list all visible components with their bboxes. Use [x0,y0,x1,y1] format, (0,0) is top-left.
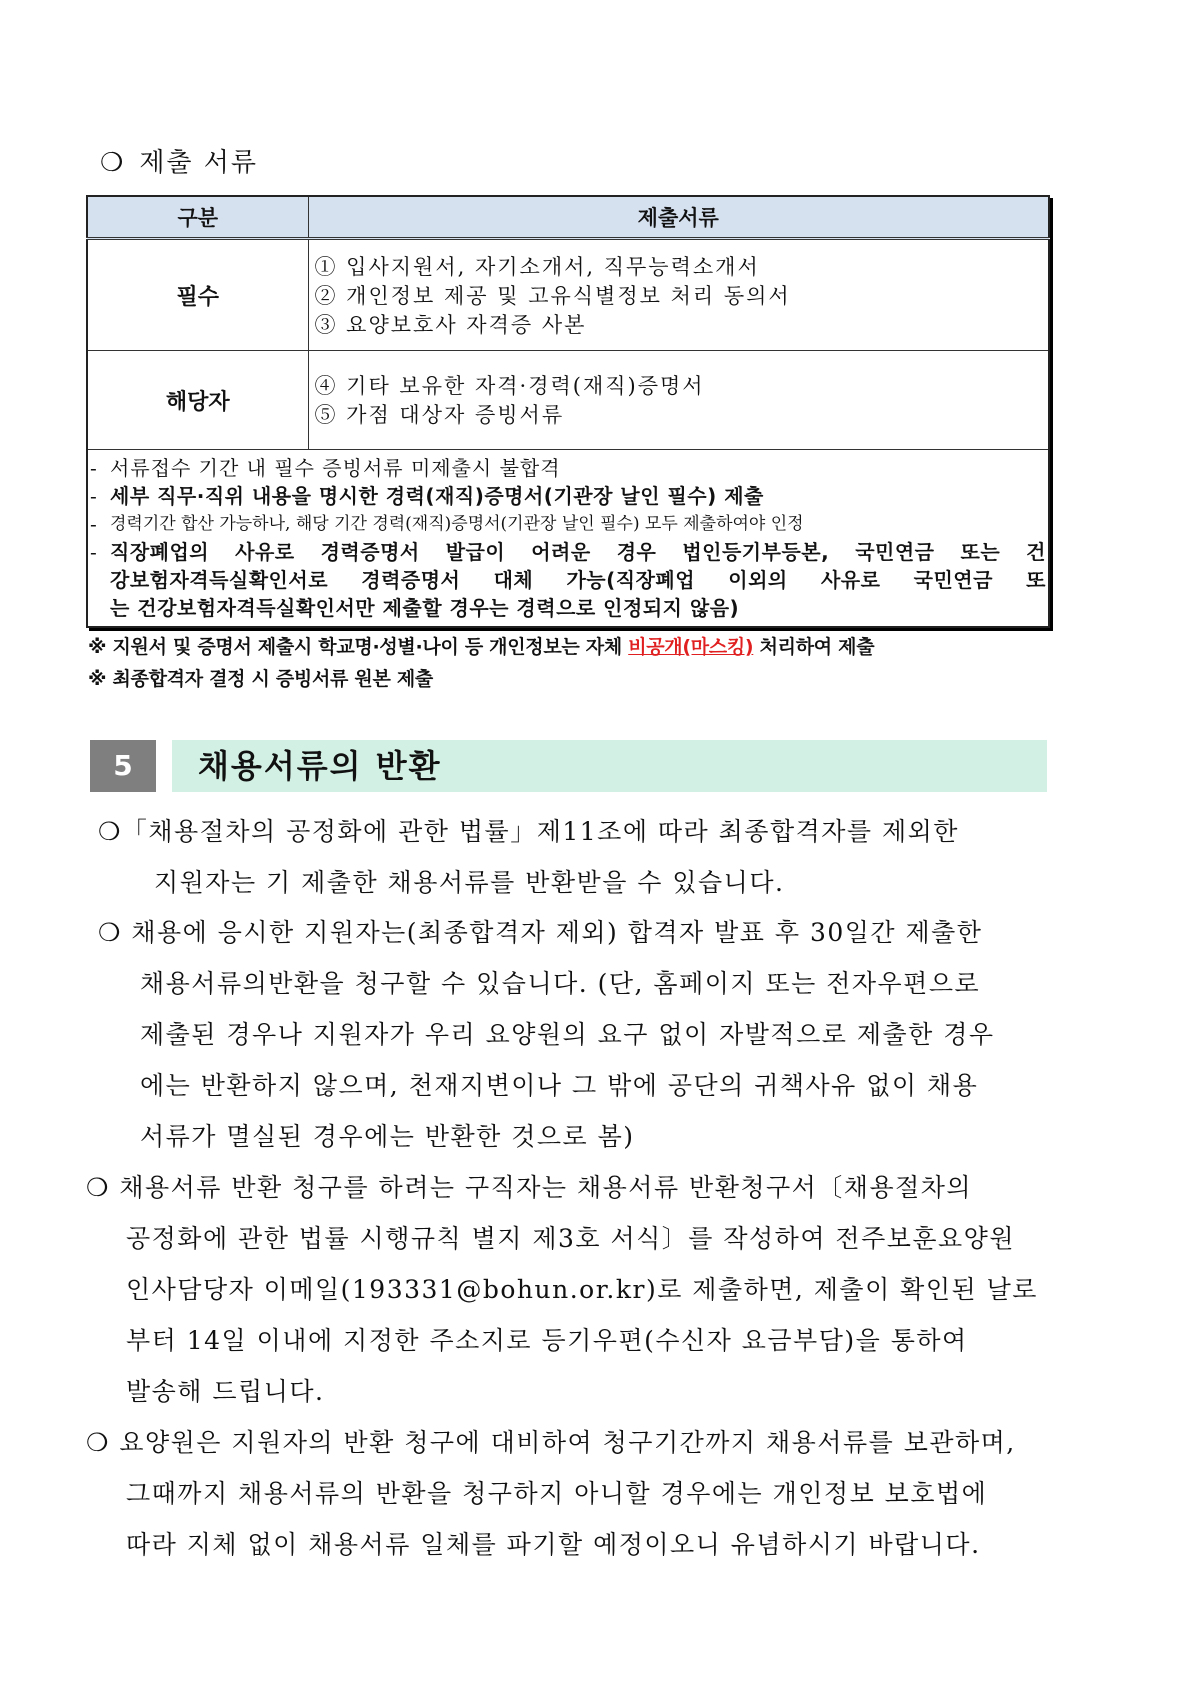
original-documents-notice: ※ 최종합격자 결정 시 증빙서류 원본 제출 [88,668,433,690]
section-number: 5 [90,740,156,792]
header-documents: 제출서류 [308,196,1049,239]
note-line: 강보험자격득실확인서로 경력증명서 대체 가능(직장폐업 이외의 사유로 국민연금 또 [110,568,1046,592]
category-applicable: 해당자 [87,351,308,450]
masking-notice: ※ 지원서 및 증명서 제출시 학교명·성별·나이 등 개인정보는 자체 비공개(마스킹) 처리하여 제출 [88,636,875,658]
document-item: ④ 기타 보유한 자격·경력(재직)증명서 [314,374,705,398]
document-item: ③ 요양보호사 자격증 사본 [314,312,587,337]
document-item: ② 개인정보 제공 및 고유식별정보 처리 동의서 [314,283,791,308]
section-title: 채용서류의 반환 [172,740,1047,792]
required-documents-list [308,239,1049,351]
category-required: 필수 [87,239,308,351]
table-row-required [87,239,1049,351]
table-notes [87,450,1049,628]
paragraph-document-retention: ❍ 요양원은 지원자의 반환 청구에 대비하여 청구기간까지 채용서류를 보관하며, 그때까지 채용서류의 반환을 청구하지 아니할 경우에는 개인정보 보호법에 따라 지체 없이 채용서류 일체를 파기할 예정이오니 유념하시기 바랍니다. [86,1428,1016,1559]
bullet-mark: ❍ [100,148,126,178]
submission-heading [100,142,258,179]
note-line: 직장폐업의 사유로 경력증명서 발급이 어려운 경우 법인등기부등본, 국민연금 또는 건 [110,540,1046,564]
header-category: 구분 [87,196,308,239]
paragraph-return-procedure: ❍ 채용서류 반환 청구를 하려는 구직자는 채용서류 반환청구서〔채용절차의 공정화에 관한 법률 시행규칙 별지 제3호 서식〕를 작성하여 전주보훈요양원 인사담당자 이메일(193331@bohun.or.kr)로 제출하면, 제출이 확인된 날로 부터 14일 이내에 지정한 주소지로 등기우편(수신자 요금부담)을 통하여 발송해 드립니다. [86,1173,1038,1406]
submission-documents-table [86,195,1050,628]
paragraph-return-eligibility: ❍「채용절차의 공정화에 관한 법률」제11조에 따라 최종합격자를 제외한 지원자는 기 제출한 채용서류를 반환받을 수 있습니다. [98,817,959,897]
note-item: - 세부 직무·직위 내용을 명시한 경력(재직)증명서(기관장 날인 필수) 제출 [90,484,764,508]
masking-highlight: 비공개(마스킹) [628,636,754,658]
note-line: 는 건강보험자격득실확인서만 제출할 경우는 경력으로 인정되지 않음) [110,596,740,620]
note-item: - 서류접수 기간 내 필수 증빙서류 미제출시 불합격 [90,456,561,480]
table-row-applicable [87,351,1049,450]
table-header-row [87,196,1049,239]
document-item: ⑤ 가점 대상자 증빙서류 [314,403,565,427]
paragraph-return-request-period: ❍ 채용에 응시한 지원자는(최종합격자 제외) 합격자 발표 후 30일간 제출한 채용서류의반환을 청구할 수 있습니다. (단, 홈페이지 또는 전자우편으로 제출된 경우나 지원자가 우리 요양원의 요구 없이 자발적으로 제출한 경우 에는 반환하지 않으며, 천재지변이나 그 밖에 공단의 귀책사유 없이 채용 서류가 멸실된 경우에는 반환한 것으로 봄) [98,918,995,1151]
table-notes-row [87,450,1049,628]
document-item: ① 입사지원서, 자기소개서, 직무능력소개서 [314,254,760,279]
submission-heading-text: 제출 서류 [139,148,259,178]
note-item: - 경력기간 합산 가능하나, 해당 기간 경력(재직)증명서(기관장 날인 필수) 모두 제출하여야 인정 [90,512,804,536]
applicable-documents-list [308,351,1049,450]
note-item: - 직장폐업의 사유로 경력증명서 발급이 어려운 경우 법인등기부등본, 국민연금 또는 건 강보험자격득실확인서로 경력증명서 대체 가능(직장폐업 이외의 사유로 국민연금 또 는 건강보험자격득실확인서만 제출할 경우는 경력으로 인정되지 않음) [90,540,1046,620]
